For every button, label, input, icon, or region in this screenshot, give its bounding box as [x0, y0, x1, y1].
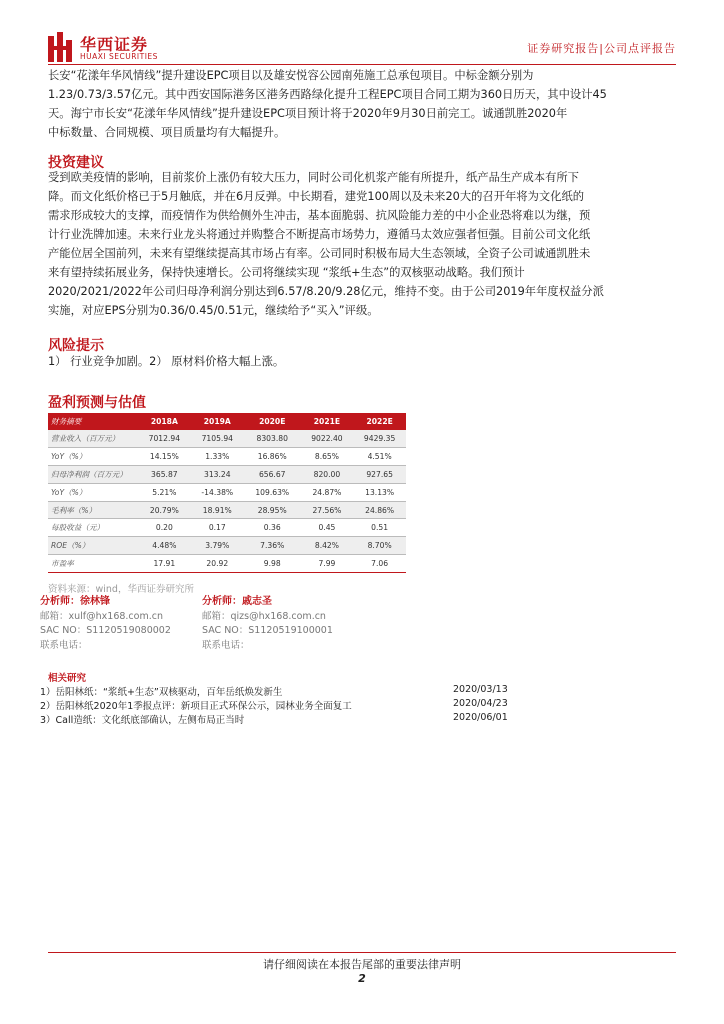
- table-cell: 0.36: [244, 519, 301, 537]
- text-line: 需求形成较大的支撑，而疫情作为供给侧外生冲击，基本面脆弱、抗风险能力差的中小企业恐将难以为继，预: [48, 209, 591, 222]
- table-cell: 17.91: [138, 555, 191, 573]
- investment-advice-paragraph: [48, 168, 676, 320]
- table-cell: 27.56%: [301, 501, 354, 519]
- legal-notice: 请仔细阅读在本报告尾部的重要法律声明: [263, 958, 461, 971]
- table-cell: 7012.94: [138, 430, 191, 448]
- text-line: 受到欧美疫情的影响，目前浆价上涨仍有较大压力，同时公司化机浆产能有所提升，纸产品生产成本有所下: [48, 171, 579, 184]
- analyst-sac: SAC NO：S1120519100001: [202, 625, 333, 636]
- row-label: ROE（%）: [48, 537, 138, 555]
- row-label: 毛利率（%）: [48, 501, 138, 519]
- table-cell: 1.33%: [191, 448, 244, 466]
- table-header-row: [48, 413, 406, 430]
- data-source-note: 资料来源：wind，华西证券研究所: [48, 584, 194, 595]
- logo-chinese-name: 华西证券: [80, 35, 149, 54]
- table-cell: 365.87: [138, 466, 191, 484]
- analyst-name: 分析师：徐林锋: [40, 596, 110, 607]
- table-cell: 8.42%: [301, 537, 354, 555]
- forecast-table-container: [48, 413, 406, 573]
- related-research-text[interactable]: 1）岳阳林纸：“浆纸+生态”双核驱动，百年岳纸焕发新生: [40, 687, 283, 698]
- table-cell: 7.06: [353, 555, 406, 573]
- table-cell: 0.17: [191, 519, 244, 537]
- text-line: 1.23/0.73/3.57亿元。其中西安国际港务区港务西路绿化提升工程EPC项目合同工期为360日历天，其中设计45: [48, 88, 607, 101]
- text-line: 1） 行业竞争加剧。2） 原材料价格大幅上涨。: [48, 355, 285, 368]
- table-cell: 28.95%: [244, 501, 301, 519]
- table-row: [48, 430, 406, 448]
- table-cell: 18.91%: [191, 501, 244, 519]
- page-header: [48, 30, 676, 66]
- logo-english-name: HUAXI SECURITIES: [80, 52, 158, 61]
- analyst-sac: SAC NO：S1120519080002: [40, 625, 171, 636]
- risk-title: 风险提示: [48, 338, 104, 354]
- huaxi-logo-icon: [48, 32, 74, 62]
- table-cell: 656.67: [244, 466, 301, 484]
- related-research-date: 2020/06/01: [453, 712, 508, 723]
- table-cell: 14.15%: [138, 448, 191, 466]
- table-cell: 13.13%: [353, 483, 406, 501]
- table-cell: 8303.80: [244, 430, 301, 448]
- table-row: [48, 555, 406, 573]
- row-label: 营业收入（百万元）: [48, 430, 138, 448]
- table-header-cell: 2021E: [301, 413, 354, 430]
- table-cell: 16.86%: [244, 448, 301, 466]
- related-research-text[interactable]: 2）岳阳林纸2020年1季报点评：新项目正式环保公示，园林业务全面复工: [40, 701, 352, 712]
- report-type-label: 证券研究报告|公司点评报告: [527, 42, 676, 55]
- table-row: [48, 519, 406, 537]
- table-header-cell: 2018A: [138, 413, 191, 430]
- table-row: [48, 537, 406, 555]
- analyst-phone: 联系电话：: [202, 639, 250, 651]
- row-label: 市盈率: [48, 555, 138, 573]
- table-cell: 4.48%: [138, 537, 191, 555]
- row-label: 每股收益（元）: [48, 519, 138, 537]
- table-cell: 9.98: [244, 555, 301, 573]
- table-cell: 20.92: [191, 555, 244, 573]
- page-number: 2: [358, 972, 366, 985]
- analyst-phone: 联系电话：: [40, 639, 88, 651]
- table-header-cell: 财务摘要: [48, 413, 138, 430]
- row-label: YoY（%）: [48, 448, 138, 466]
- table-cell: 24.87%: [301, 483, 354, 501]
- table-cell: 4.51%: [353, 448, 406, 466]
- table-row: [48, 466, 406, 484]
- text-line: 中标数量、合同规模、项目质量均有大幅提升。: [48, 126, 286, 139]
- related-research-date: 2020/04/23: [453, 698, 508, 709]
- table-row: [48, 483, 406, 501]
- related-research-date: 2020/03/13: [453, 684, 508, 695]
- table-cell: 5.21%: [138, 483, 191, 501]
- text-line: 2020/2021/2022年公司归母净利润分别达到6.57/8.20/9.28亿元，维持不变。由于公司2019年年度权益分派: [48, 285, 604, 298]
- analyst-name: 分析师：戚志圣: [202, 596, 272, 607]
- table-header-cell: 2022E: [353, 413, 406, 430]
- header-divider: [48, 64, 676, 65]
- table-cell: 9022.40: [301, 430, 354, 448]
- risk-paragraph: [48, 352, 676, 371]
- related-research: [40, 670, 676, 736]
- text-line: 计行业洗牌加速。未来行业龙头将通过并购整合不断提高市场势力，遵循马太效应强者恒强。目前公司文化纸: [48, 228, 591, 241]
- text-line: 来有望持续拓展业务，保持快速增长。公司将继续实现 “浆纸+生态”的双核驱动战略。我们预计: [48, 266, 525, 279]
- table-cell: 7.36%: [244, 537, 301, 555]
- analyst-block-2: [202, 595, 402, 653]
- related-research-item[interactable]: [40, 698, 676, 712]
- text-line: 实施，对应EPS分别为0.36/0.45/0.51元，继续给予“买入”评级。: [48, 304, 379, 317]
- related-research-item[interactable]: [40, 712, 676, 726]
- table-cell: 9429.35: [353, 430, 406, 448]
- row-label: YoY（%）: [48, 483, 138, 501]
- table-cell: 20.79%: [138, 501, 191, 519]
- table-cell: 0.51: [353, 519, 406, 537]
- forecast-table: [48, 413, 406, 573]
- table-cell: 3.79%: [191, 537, 244, 555]
- text-line: 天。海宁市长安“花漾年华风情线”提升建设EPC项目预计将于2020年9月30日前完工。诚通凯胜2020年: [48, 107, 568, 120]
- investment-advice-title: 投资建议: [48, 155, 104, 171]
- table-cell: 0.45: [301, 519, 354, 537]
- table-cell: 24.86%: [353, 501, 406, 519]
- table-cell: 109.63%: [244, 483, 301, 501]
- table-cell: 927.65: [353, 466, 406, 484]
- text-line: 长安“花漾年华风情线”提升建设EPC项目以及雄安悦容公园南苑施工总承包项目。中标金额分别为: [48, 69, 534, 82]
- table-cell: 8.70%: [353, 537, 406, 555]
- table-cell: 7105.94: [191, 430, 244, 448]
- forecast-title: 盈利预测与估值: [48, 395, 146, 411]
- related-research-text[interactable]: 3）Call造纸：文化纸底部确认，左侧布局正当时: [40, 715, 245, 726]
- table-cell: 0.20: [138, 519, 191, 537]
- table-cell: 820.00: [301, 466, 354, 484]
- table-header-cell: 2019A: [191, 413, 244, 430]
- table-row: [48, 448, 406, 466]
- table-cell: -14.38%: [191, 483, 244, 501]
- related-research-item[interactable]: [40, 684, 676, 698]
- table-row: [48, 501, 406, 519]
- analyst-email[interactable]: 邮箱：xulf@hx168.com.cn: [40, 610, 163, 622]
- footer-divider: [48, 952, 676, 953]
- related-research-title: 相关研究: [48, 673, 87, 684]
- intro-paragraph: [48, 66, 676, 142]
- table-cell: 7.99: [301, 555, 354, 573]
- table-cell: 8.65%: [301, 448, 354, 466]
- text-line: 降。而文化纸价格已于5月触底，并在6月反弹。中长期看，建党100周以及未来20大的召开年将为文化纸的: [48, 190, 585, 203]
- row-label: 归母净利润（百万元）: [48, 466, 138, 484]
- text-line: 产能位居全国前列，未来有望继续提高其市场占有率。公司同时积极布局大生态领域，全资子公司诚通凯胜未: [48, 247, 591, 260]
- table-cell: 313.24: [191, 466, 244, 484]
- analyst-email[interactable]: 邮箱：qizs@hx168.com.cn: [202, 610, 326, 622]
- table-header-cell: 2020E: [244, 413, 301, 430]
